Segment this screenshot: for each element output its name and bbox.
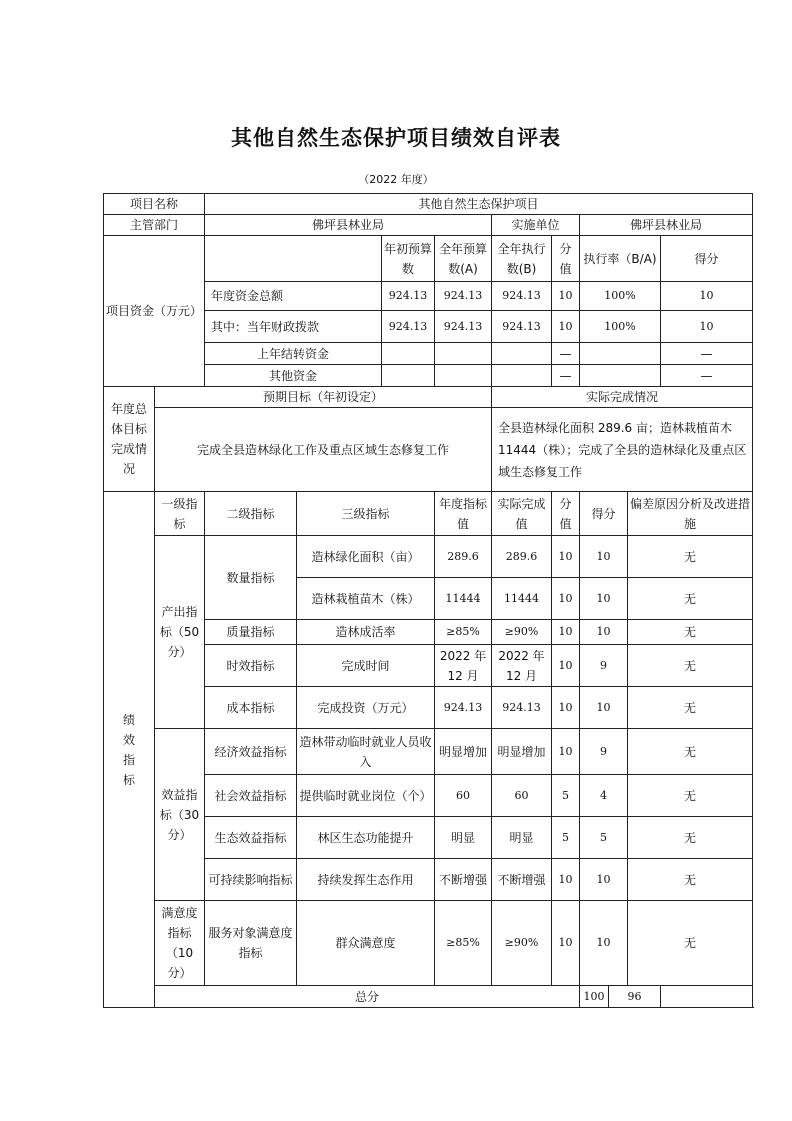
- dept-label: 主管部门: [104, 215, 205, 236]
- funds-cell: 924.13: [382, 311, 435, 343]
- impl-value: 佛坪县林业局: [580, 215, 753, 236]
- second-quality: 质量指标: [205, 620, 297, 645]
- page-title: 其他自然生态保护项目绩效自评表: [231, 125, 561, 150]
- funds-cell: [435, 365, 492, 387]
- score: 10: [580, 620, 628, 645]
- score-value: 10: [552, 687, 580, 729]
- goals-expected: 完成全县造林绿化工作及重点区域生态修复工作: [155, 408, 492, 492]
- total-score: 96: [609, 986, 661, 1008]
- target-value: 2022 年 12 月: [435, 645, 492, 687]
- perf-header: 一级指标: [155, 492, 205, 536]
- score-value: 10: [552, 729, 580, 775]
- funds-cell: 100%: [580, 282, 661, 311]
- funds-cell: 10: [552, 311, 580, 343]
- total-reason: [661, 986, 753, 1008]
- third-indicator: 造林成活率: [297, 620, 435, 645]
- score: 10: [580, 578, 628, 620]
- actual-value: 不断增强: [492, 859, 552, 901]
- second-service: 服务对象满意度指标: [205, 901, 297, 986]
- second-timeliness: 时效指标: [205, 645, 297, 687]
- funds-header-executed: 全年执行数(B): [492, 236, 552, 282]
- funds-header-score-value: 分值: [552, 236, 580, 282]
- reason: 无: [628, 687, 753, 729]
- group-satisfaction: 满意度指标（10分）: [155, 901, 205, 986]
- score: 10: [580, 687, 628, 729]
- score: 10: [580, 901, 628, 986]
- impl-label: 实施单位: [492, 215, 580, 236]
- actual-value: 60: [492, 775, 552, 817]
- funds-cell: 924.13: [435, 282, 492, 311]
- score: 10: [580, 859, 628, 901]
- group-benefit: 效益指标（30分）: [155, 729, 205, 901]
- reason: 无: [628, 578, 753, 620]
- total-label: 总分: [155, 986, 580, 1008]
- target-value: 924.13: [435, 687, 492, 729]
- actual-value: 11444: [492, 578, 552, 620]
- target-value: ≥85%: [435, 901, 492, 986]
- target-value: 不断增强: [435, 859, 492, 901]
- score-value: 5: [552, 775, 580, 817]
- actual-value: 289.6: [492, 536, 552, 578]
- funds-cell: —: [552, 365, 580, 387]
- perf-header: 分值: [552, 492, 580, 536]
- goals-expected-label: 预期目标（年初设定）: [155, 387, 492, 408]
- perf-header: 得分: [580, 492, 628, 536]
- reason: 无: [628, 901, 753, 986]
- perf-header: 三级指标: [297, 492, 435, 536]
- funds-cell: 924.13: [382, 282, 435, 311]
- reason: 无: [628, 729, 753, 775]
- perf-header: 偏差原因分析及改进措施: [628, 492, 753, 536]
- reason: 无: [628, 775, 753, 817]
- funds-cell: [492, 365, 552, 387]
- year-label: （2022 年度）: [358, 173, 434, 186]
- goals-label: 年度总体目标完成情况: [104, 387, 155, 492]
- target-value: 289.6: [435, 536, 492, 578]
- third-indicator: 林区生态功能提升: [297, 817, 435, 859]
- target-value: 明显: [435, 817, 492, 859]
- funds-header-blank: [205, 236, 382, 282]
- target-value: 60: [435, 775, 492, 817]
- actual-value: ≥90%: [492, 901, 552, 986]
- funds-cell: 10: [661, 282, 753, 311]
- score: 10: [580, 536, 628, 578]
- second-sustainable: 可持续影响指标: [205, 859, 297, 901]
- project-name: 其他自然生态保护项目: [205, 194, 753, 215]
- funds-header-annual: 全年预算数(A): [435, 236, 492, 282]
- score-value: 10: [552, 620, 580, 645]
- funds-row-name: 其中：当年财政拨款: [205, 311, 382, 343]
- second-economic: 经济效益指标: [205, 729, 297, 775]
- score-value: 10: [552, 578, 580, 620]
- third-indicator: 造林栽植苗木（株）: [297, 578, 435, 620]
- funds-header-initial: 年初预算数: [382, 236, 435, 282]
- funds-cell: [382, 343, 435, 365]
- funds-cell: —: [552, 343, 580, 365]
- actual-value: 924.13: [492, 687, 552, 729]
- funds-row-name: 年度资金总额: [205, 282, 382, 311]
- group-output: 产出指标（50分）: [155, 536, 205, 729]
- funds-header-score: 得分: [661, 236, 753, 282]
- perf-label: 绩效指标: [104, 492, 155, 1008]
- score-value: 10: [552, 859, 580, 901]
- funds-cell: 924.13: [435, 311, 492, 343]
- funds-cell: [435, 343, 492, 365]
- funds-header-rate: 执行率（B/A): [580, 236, 661, 282]
- actual-value: 2022 年 12 月: [492, 645, 552, 687]
- funds-cell: [382, 365, 435, 387]
- target-value: ≥85%: [435, 620, 492, 645]
- funds-row-name: 其他资金: [205, 365, 382, 387]
- third-indicator: 完成时间: [297, 645, 435, 687]
- score-value: 5: [552, 817, 580, 859]
- second-social: 社会效益指标: [205, 775, 297, 817]
- actual-value: 明显增加: [492, 729, 552, 775]
- score: 9: [580, 729, 628, 775]
- reason: 无: [628, 536, 753, 578]
- funds-cell: 10: [661, 311, 753, 343]
- second-ecological: 生态效益指标: [205, 817, 297, 859]
- third-indicator: 造林绿化面积（亩）: [297, 536, 435, 578]
- funds-row-name: 上年结转资金: [205, 343, 382, 365]
- reason: 无: [628, 859, 753, 901]
- second-quantity: 数量指标: [205, 536, 297, 620]
- perf-header: 年度指标值: [435, 492, 492, 536]
- funds-cell: [580, 365, 661, 387]
- perf-header: 二级指标: [205, 492, 297, 536]
- target-value: 11444: [435, 578, 492, 620]
- score-value: 10: [552, 645, 580, 687]
- actual-value: ≥90%: [492, 620, 552, 645]
- project-name-label: 项目名称: [104, 194, 205, 215]
- third-indicator: 提供临时就业岗位（个）: [297, 775, 435, 817]
- score-value: 10: [552, 536, 580, 578]
- funds-cell: —: [661, 365, 753, 387]
- goals-actual-label: 实际完成情况: [492, 387, 753, 408]
- evaluation-table: [103, 193, 753, 1008]
- perf-header: 实际完成值: [492, 492, 552, 536]
- third-indicator: 造林带动临时就业人员收入: [297, 729, 435, 775]
- score: 9: [580, 645, 628, 687]
- funds-label: 项目资金（万元）: [104, 236, 205, 387]
- funds-cell: 100%: [580, 311, 661, 343]
- funds-cell: [492, 343, 552, 365]
- score-value: 10: [552, 901, 580, 986]
- second-cost: 成本指标: [205, 687, 297, 729]
- third-indicator: 持续发挥生态作用: [297, 859, 435, 901]
- third-indicator: 群众满意度: [297, 901, 435, 986]
- actual-value: 明显: [492, 817, 552, 859]
- funds-cell: 924.13: [492, 311, 552, 343]
- funds-cell: 924.13: [492, 282, 552, 311]
- funds-cell: —: [661, 343, 753, 365]
- dept-value: 佛坪县林业局: [205, 215, 492, 236]
- score: 4: [580, 775, 628, 817]
- total-value: 100: [580, 986, 609, 1008]
- funds-cell: [580, 343, 661, 365]
- reason: 无: [628, 645, 753, 687]
- reason: 无: [628, 620, 753, 645]
- reason: 无: [628, 817, 753, 859]
- funds-cell: 10: [552, 282, 580, 311]
- score: 5: [580, 817, 628, 859]
- goals-actual: 全县造林绿化面积 289.6 亩；造林栽植苗木 11444（株）；完成了全县的造林绿化及重点区域生态修复工作: [492, 408, 753, 492]
- target-value: 明显增加: [435, 729, 492, 775]
- third-indicator: 完成投资（万元）: [297, 687, 435, 729]
